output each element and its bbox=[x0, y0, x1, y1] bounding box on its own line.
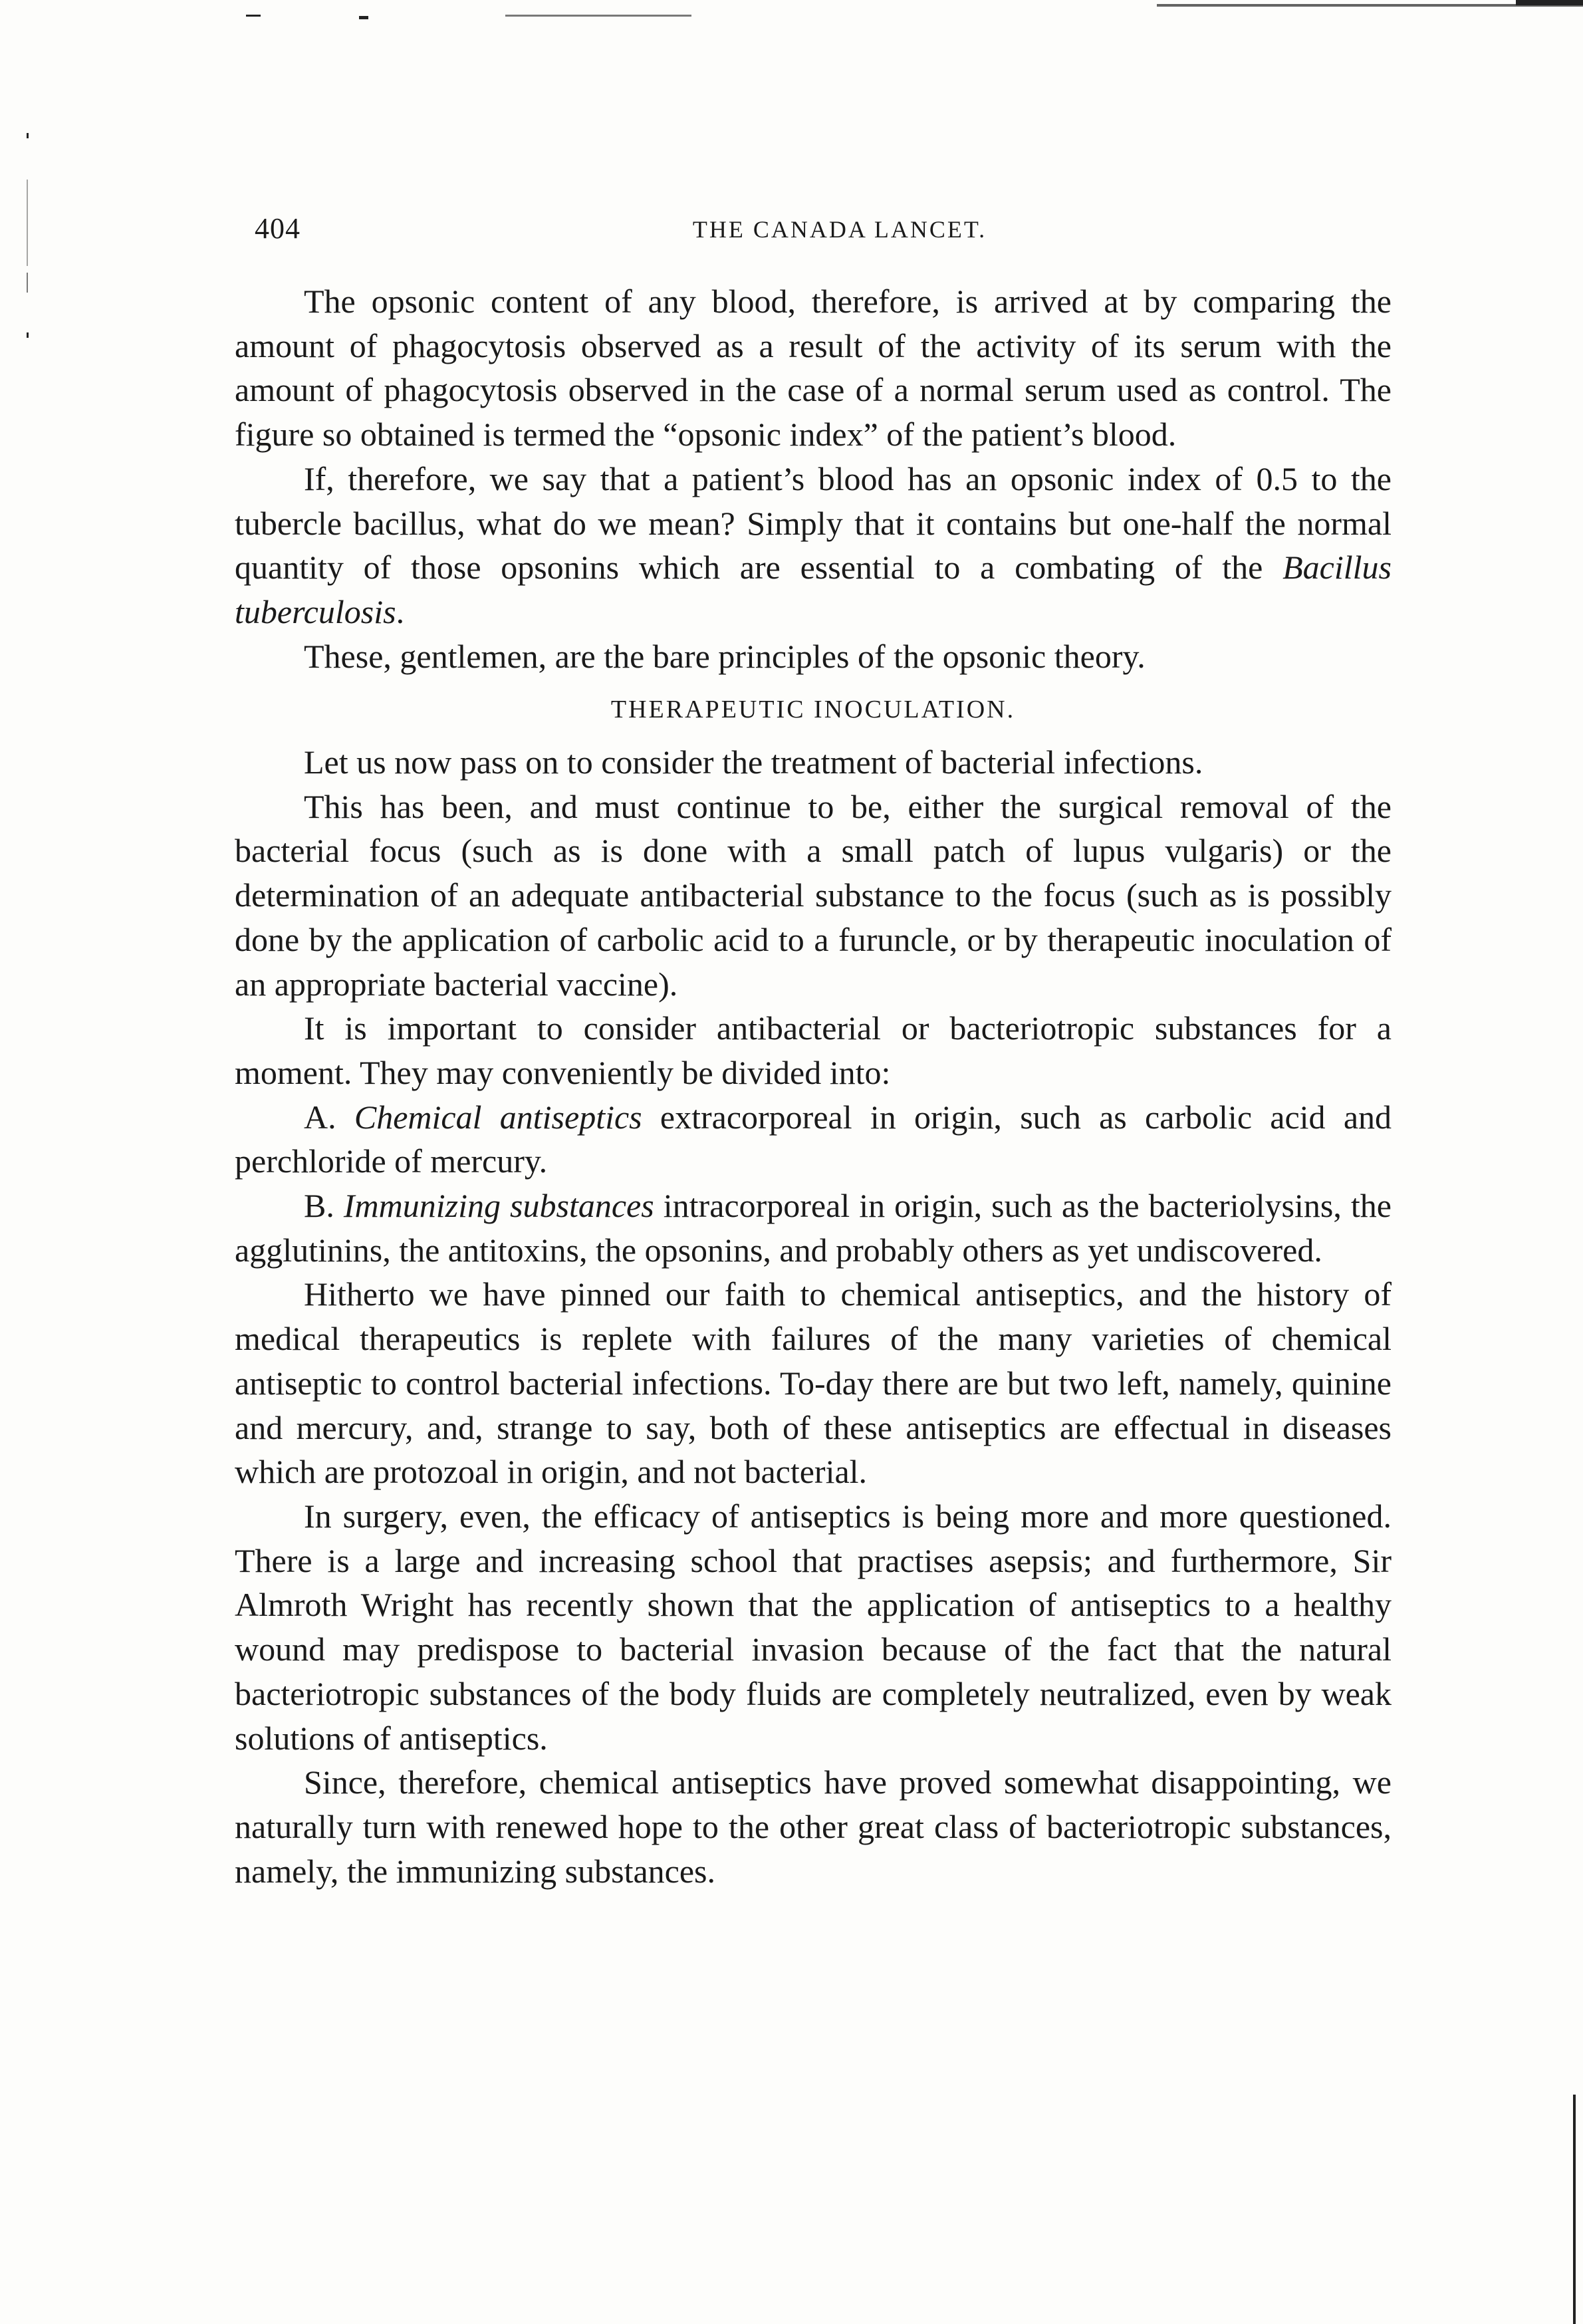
scan-artifact-left-edge bbox=[27, 273, 28, 293]
paragraph-text: . bbox=[396, 592, 405, 630]
scan-artifact-top-left bbox=[359, 16, 368, 19]
paragraph: Let us now pass on to consider the treatment of bacterial infections. bbox=[304, 743, 1203, 781]
running-head: THE CANADA LANCET. bbox=[692, 216, 987, 243]
list-label: A. bbox=[304, 1098, 354, 1136]
scan-artifact-top-right bbox=[1516, 0, 1583, 5]
paragraph: Hitherto we have pinned our faith to chemical antiseptics, and the history of medical therapeutics is replete with failures of the many varieties of chemical antiseptic to control bacterial infections. To-day there are but two left, namely, quinine and mercury, and, strange to say, both of these antiseptics are effectual in diseases which are protozoal in origin, and not bacterial. bbox=[235, 1275, 1392, 1491]
paragraph-text: intracorporeal in origin, such as the bacteriolysins, the agglutinins, the antitoxins, the opsonins, and probably others as yet undiscovered. bbox=[235, 1187, 1392, 1269]
scan-artifact-top-left bbox=[246, 15, 261, 17]
page-number: 404 bbox=[255, 212, 301, 245]
section-heading: THERAPEUTIC INOCULATION. bbox=[610, 696, 1016, 724]
scan-artifact-left-edge bbox=[27, 180, 28, 266]
scan-artifact-left-edge bbox=[27, 133, 29, 138]
italic-term: Immunizing substances bbox=[343, 1187, 654, 1225]
italic-term: Bacillus tuberculosis bbox=[235, 549, 1392, 630]
paragraph: This has been, and must continue to be, either the surgical removal of the bacterial focus (such as is done with a small patch of lupus vulgaris) or the determination of an adequate antibacterial substance to the focus (such as is possibly done by the application of carbolic acid to a furuncle, or by therapeutic inoculation of an appropriate bacterial vaccine). bbox=[235, 787, 1392, 1003]
page-header bbox=[235, 211, 1392, 251]
paragraph bbox=[235, 1095, 1392, 1184]
scan-artifact-left-edge bbox=[27, 332, 29, 338]
paragraph: These, gentlemen, are the bare principles of the opsonic theory. bbox=[304, 637, 1146, 675]
italic-term: Chemical antiseptics bbox=[354, 1098, 642, 1136]
body-text bbox=[235, 279, 1392, 1893]
scan-artifact-right-edge bbox=[1573, 2095, 1576, 2324]
paragraph: It is important to consider antibacterial or bacteriotropic substances for a moment. They may conveniently be divided into: bbox=[235, 1009, 1392, 1091]
paragraph-text: If, therefore, we say that a patient’s blood has an opsonic index of 0.5 to the tubercle bacillus, what do we mean? Simply that it contains but one-half the normal quantity of those opsonins which are essential to a combating of the bbox=[235, 459, 1392, 586]
paragraph bbox=[235, 1184, 1392, 1272]
paragraph: In surgery, even, the efficacy of antiseptics is being more and more questioned. There is a large and increasing school that practises asepsis; and furthermore, Sir Almroth Wright has recently shown that the application of antiseptics to a healthy wound may predispose to bacterial invasion because of the fact that the natural bacteriotropic substances of the body fluids are completely neutralized, even by weak solutions of antiseptics. bbox=[235, 1497, 1392, 1757]
paragraph-text: extracorporeal in origin, such as carbolic acid and perchloride of mercury. bbox=[235, 1098, 1392, 1180]
paragraph: Since, therefore, chemical antiseptics have proved somewhat disappointing, we naturally turn with renewed hope to the other great class of bacteriotropic substances, namely, the immunizing substances. bbox=[235, 1763, 1392, 1890]
paragraph: The opsonic content of any blood, therefore, is arrived at by comparing the amount of phagocytosis observed as a result of the activity of its serum with the amount of phagocytosis observed in the case of a normal serum used as control. The figure so obtained is termed the “opsonic index” of the patient’s blood. bbox=[235, 283, 1392, 453]
list-label: B. bbox=[304, 1187, 344, 1225]
paragraph bbox=[235, 457, 1392, 634]
scan-artifact-top-center bbox=[505, 15, 691, 17]
